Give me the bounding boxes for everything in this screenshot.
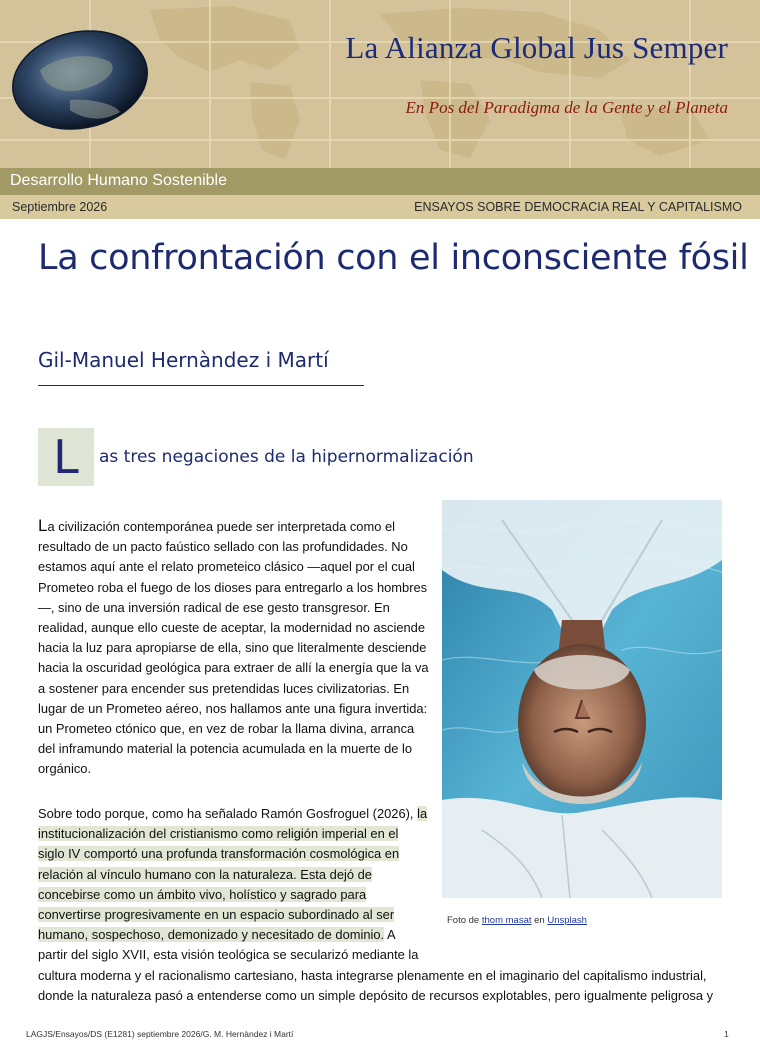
highlighted-text: relación al vínculo humano con la naturaleza. Esta dejó de — [38, 866, 372, 882]
inverted-face-photo — [442, 500, 722, 898]
paragraph-1 — [38, 516, 430, 780]
paragraph-line: estamos aquí ante el relato prometeico clásico —aquel por el cual — [38, 559, 415, 575]
paragraph-line: realidad, aunque ello cueste de aceptar, la modernidad no asciende — [38, 620, 425, 636]
paragraph-line: Sobre todo porque, como ha señalado Ramón Gosfroguel (2026), la — [38, 806, 428, 821]
article-title: La confrontación con el inconsciente fósil — [38, 238, 749, 278]
paragraph-line: lugar de un Prometeo aéreo, nos hallamos ante una figura invertida: — [38, 700, 428, 716]
paragraph-line: donde la naturaleza pasó a entenderse como un simple depósito de recursos explotables, pero igualmente peligrosa y — [38, 988, 714, 1003]
site-tagline: En Pos del Paradigma de la Gente y el Planeta — [405, 98, 728, 117]
paragraph-line — [38, 885, 430, 905]
paragraph-line: Prometeo roba el fuego de los dioses para entregarlo a los hombres — [38, 579, 428, 595]
paragraph-line: un Prometeo ctónico que, en vez de robar la llama divina, arranca — [38, 721, 415, 737]
paragraph-line: a sostener para encender sus pretendidas luces civilizatorias. En — [38, 680, 410, 696]
unsplash-link[interactable]: Unsplash — [547, 915, 587, 926]
paragraph-line: orgánico. — [38, 761, 92, 777]
info-bar — [0, 195, 760, 219]
paragraph-line: cultura moderna y el racionalismo cartesiano, hasta integrarse plenamente en el imaginario del capitalismo industrial, — [38, 968, 707, 983]
author-name: Gil-Manuel Hernàndez i Martí — [38, 348, 329, 372]
paragraph-line: hacia la luz para apropiarse de ella, sino que literalmente desciende — [38, 640, 427, 656]
paragraph-line: La civilización contemporánea puede ser interpretada como el — [38, 516, 395, 535]
globe-icon — [4, 19, 157, 141]
paragraph-line: resultado de un pacto faústico sellado con las profundidades. No — [38, 539, 408, 555]
paragraph-line: humano, sospechoso, demonizado y necesitado de dominio. A — [38, 927, 396, 943]
photo-caption: Foto de thom masat en Unsplash — [447, 915, 587, 926]
highlighted-text: la — [417, 806, 428, 821]
paragraph-line — [38, 844, 430, 864]
site-title: La Alianza Global Jus Semper — [345, 30, 728, 65]
section-heading: as tres negaciones de la hipernormalización — [99, 447, 474, 467]
paragraph-line: del inframundo material la potencia acumulada en la muerte de lo — [38, 741, 413, 757]
highlighted-text: institucionalización del cristianismo como religión imperial en el — [38, 826, 399, 842]
paragraph-line: hacia la oscuridad geológica para extraer de allí la energía que la va — [38, 660, 429, 676]
photographer-link[interactable]: thom masat — [481, 915, 532, 926]
heading-dropcap: L — [38, 428, 94, 486]
section-band — [0, 168, 760, 195]
highlighted-text: humano, sospechoso, demonizado y necesitado de dominio. — [38, 927, 385, 943]
highlighted-text: concebirse como un ámbito vivo, holístico y sagrado para — [38, 886, 367, 902]
paragraph-line: partir del siglo XVII, esta visión teológica se secularizó mediante la — [38, 947, 419, 963]
footer-citation: LAGJS/Ensayos/DS (E1281) septiembre 2026/G. M. Hernàndez i Martí — [26, 1029, 294, 1039]
paragraph-line — [38, 865, 430, 885]
paragraph-2 — [38, 804, 430, 966]
section-band-label: Desarrollo Humano Sostenible — [10, 172, 227, 189]
series-name: ENSAYOS SOBRE DEMOCRACIA REAL Y CAPITALISMO — [414, 200, 742, 214]
paragraph-line — [38, 824, 430, 844]
highlighted-text: siglo IV comportó una profunda transformación cosmológica en — [38, 846, 400, 862]
page-number: 1 — [724, 1029, 729, 1039]
highlighted-text: convertirse progresivamente en un espacio subordinado al ser — [38, 907, 395, 923]
issue-date: Septiembre 2026 — [12, 200, 108, 214]
header-banner — [0, 0, 760, 168]
author-divider — [38, 385, 364, 386]
article-photo — [442, 500, 722, 898]
paragraph-line — [38, 905, 430, 925]
world-map-background — [0, 0, 760, 168]
paragraph-line: —, sino de una inversión radical de ese gesto transgresor. En — [38, 599, 390, 615]
paragraph-initial: L — [38, 516, 48, 535]
